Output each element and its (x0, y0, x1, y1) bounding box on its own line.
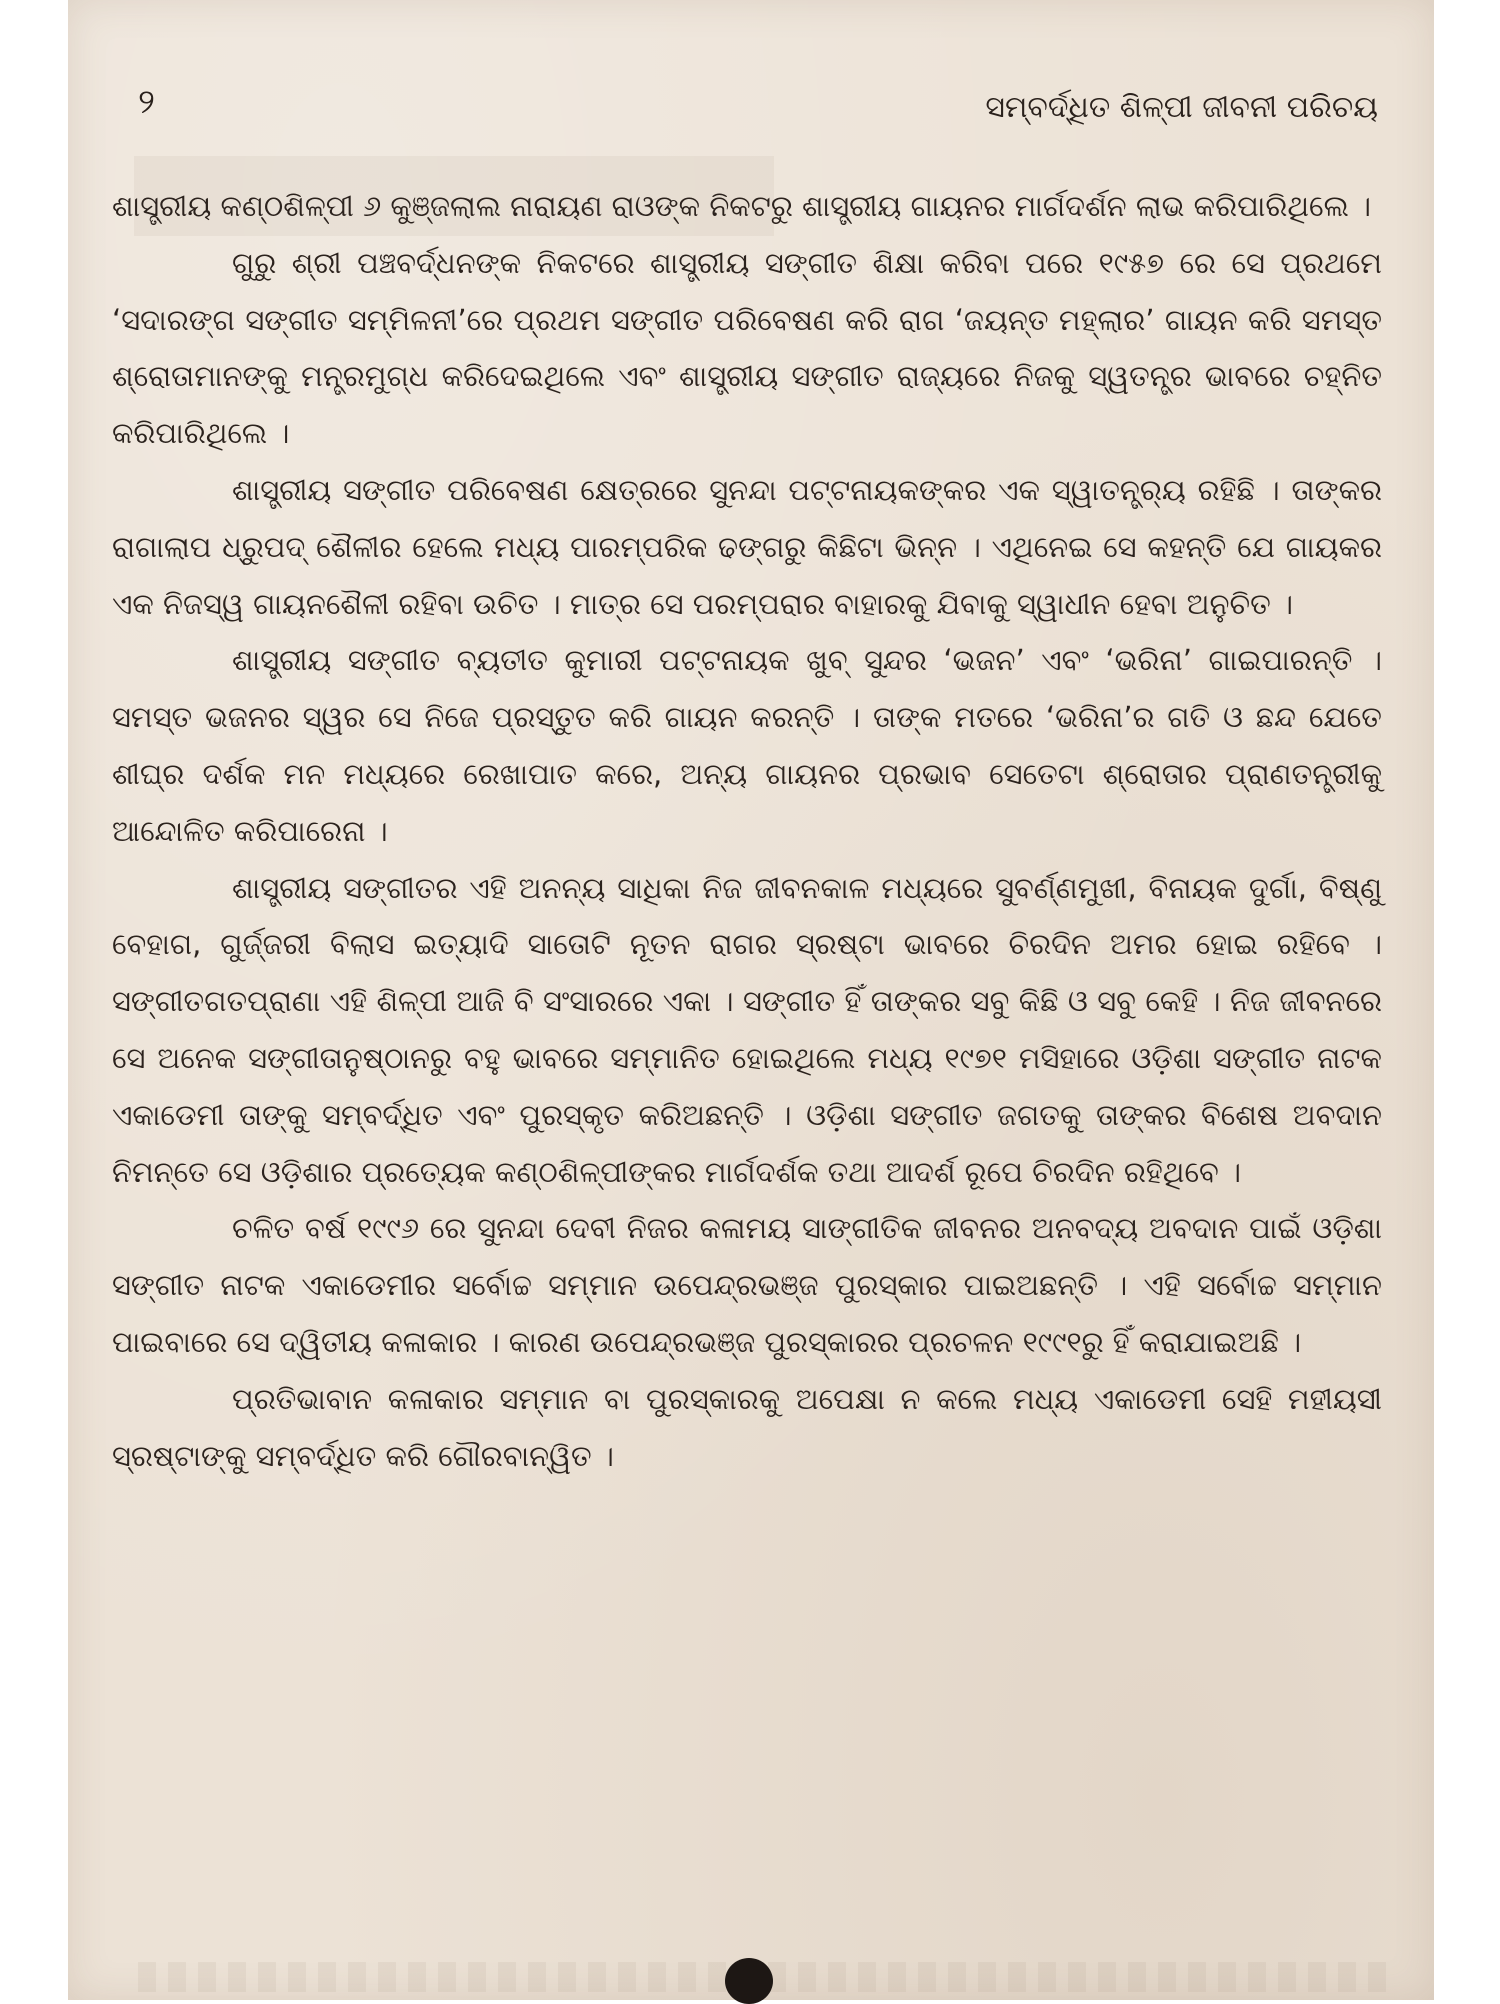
page-number: ୨ (138, 82, 155, 122)
page-sheet (68, 0, 1434, 2000)
paragraph: ଗୁରୁ ଶ୍ରୀ ପଞ୍ଚବର୍ଦ୍ଧନଙ୍କ ନିକଟରେ ଶାସ୍ତ୍ରୀୟ ସଙ୍ଗୀତ ଶିକ୍ଷା କରିବା ପରେ ୧୯୫୭ ରେ ସେ ପ୍ରଥମେ ‘ସଦାରଙ୍ଗ ସଙ୍ଗୀତ ସମ୍ମିଳନୀ’ରେ ପ୍ରଥମ ସଙ୍ଗୀତ ପରିବେଷଣ କରି ରାଗ ‘ଜୟନ୍ତ ମହ୍ଲାର’ ଗାୟନ କରି ସମସ୍ତ ଶ୍ରୋତାମାନଙ୍କୁ ମନ୍ତ୍ରମୁଗ୍ଧ କରିଦେଇଥିଲେ ଏବଂ ଶାସ୍ତ୍ରୀୟ ସଙ୍ଗୀତ ରାଜ୍ୟରେ ନିଜକୁ ସ୍ୱତନ୍ତ୍ର ଭାବରେ ଚହ୍ନିତ କରିପାରିଥିଲେ । (112, 245, 1382, 451)
paragraph: ପ୍ରତିଭାବାନ କଳାକାର ସମ୍ମାନ ବା ପୁରସ୍କାରକୁ ଅପେକ୍ଷା ନ କଲେ ମଧ୍ୟ ଏକାଡେମୀ ସେହି ମହୀୟସୀ ସ୍ରଷ୍ଟାଙ୍କୁ ସମ୍ବର୍ଦ୍ଧିତ କରି ଗୌରବାନ୍ୱିତ । (112, 1381, 1382, 1473)
paragraph: ଶାସ୍ତ୍ରୀୟ ସଙ୍ଗୀତ ପରିବେଷଣ କ୍ଷେତ୍ରରେ ସୁନନ୍ଦା ପଟ୍ଟନାୟକଙ୍କର ଏକ ସ୍ୱାତନ୍ତ୍ର୍ୟ ରହିଛି । ତାଙ୍କର ରାଗାଲାପ ଧ୍ରୁପଦ୍ ଶୈଳୀର ହେଲେ ମଧ୍ୟ ପାରମ୍ପରିକ ଢଙ୍ଗରୁ କିଛିଟା ଭିନ୍ନ । ଏଥିନେଇ ସେ କହନ୍ତି ଯେ ଗାୟକର ଏକ ନିଜସ୍ୱ ଗାୟନଶୈଳୀ ରହିବା ଉଚିତ । ମାତ୍ର ସେ ପରମ୍ପରାର ବାହାରକୁ ଯିବାକୁ ସ୍ୱାଧୀନ ହେବା ଅନୁଚିତ । (112, 472, 1382, 621)
running-head: ସମ୍ବର୍ଦ୍ଧିତ ଶିଳ୍ପୀ ଜୀବନୀ ପରିଚୟ (985, 90, 1378, 125)
paragraph: ଶାସ୍ତ୍ରୀୟ ସଙ୍ଗୀତ ବ୍ୟତୀତ କୁମାରୀ ପଟ୍ଟନାୟକ ଖୁବ୍ ସୁନ୍ଦର ‘ଭଜନ’ ଏବଂ ‘ଭରିନା’ ଗାଇପାରନ୍ତି । ସମସ୍ତ ଭଜନର ସ୍ୱର ସେ ନିଜେ ପ୍ରସ୍ତୁତ କରି ଗାୟନ କରନ୍ତି । ତାଙ୍କ ମତରେ ‘ଭରିନା’ର ଗତି ଓ ଛନ୍ଦ ଯେତେ ଶୀଘ୍ର ଦର୍ଶକ ମନ ମଧ୍ୟରେ ରେଖାପାତ କରେ, ଅନ୍ୟ ଗାୟନର ପ୍ରଭାବ ସେତେଟା ଶ୍ରୋତାର ପ୍ରାଣତନ୍ତ୍ରୀକୁ ଆନ୍ଦୋଳିତ କରିପାରେନା । (112, 643, 1382, 848)
paragraph: ଶାସ୍ତ୍ରୀୟ କଣ୍ଠଶିଳ୍ପୀ ୬ କୁଞ୍ଜଲାଲ ନାରାୟଣ ରାଓଙ୍କ ନିକଟରୁ ଶାସ୍ତ୍ରୀୟ ଗାୟନର ମାର୍ଗଦର୍ଶନ ଲାଭ କରିପାରିଥିଲେ । (112, 189, 1372, 223)
body-text (112, 178, 1382, 1484)
ink-blot (725, 1958, 773, 2004)
paragraph: ଚଳିତ ବର୍ଷ ୧୯୯୬ ରେ ସୁନନ୍ଦା ଦେବୀ ନିଜର କଳାମୟ ସାଙ୍ଗୀତିକ ଜୀବନର ଅନବଦ୍ୟ ଅବଦାନ ପାଇଁ ଓଡ଼ିଶା ସଙ୍ଗୀତ ନାଟକ ଏକାଡେମୀର ସର୍ବୋଚ୍ଚ ସମ୍ମାନ ଉପେନ୍ଦ୍ରଭଞ୍ଜ ପୁରସ୍କାର ପାଇଅଛନ୍ତି । ଏହି ସର୍ବୋଚ୍ଚ ସମ୍ମାନ ପାଇବାରେ ସେ ଦ୍ୱିତୀୟ କଳାକାର । କାରଣ ଉପେନ୍ଦ୍ରଭଞ୍ଜ ପୁରସ୍କାରର ପ୍ରଚଳନ ୧୯୯୧ରୁ ହିଁ କରାଯାଇଅଛି । (112, 1211, 1382, 1359)
paragraph: ଶାସ୍ତ୍ରୀୟ ସଙ୍ଗୀତର ଏହି ଅନନ୍ୟ ସାଧିକା ନିଜ ଜୀବନକାଳ ମଧ୍ୟରେ ସୁବର୍ଣ୍ଣମୁଖୀ, ବିନାୟକ ଦୁର୍ଗା, ବିଷ୍ଣୁ ବେହାଗ, ଗୁର୍ଜ୍ଜରୀ ବିଲାସ ଇତ୍ୟାଦି ସାତୋଟି ନୂତନ ରାଗର ସ୍ରଷ୍ଟା ଭାବରେ ଚିରଦିନ ଅମର ହୋଇ ରହିବେ । ସଙ୍ଗୀତଗତପ୍ରାଣା ଏହି ଶିଳ୍ପୀ ଆଜି ବି ସଂସାରରେ ଏକା । ସଙ୍ଗୀତ ହିଁ ତାଙ୍କର ସବୁ କିଛି ଓ ସବୁ କେହି । ନିଜ ଜୀବନରେ ସେ ଅନେକ ସଙ୍ଗୀତାନୁଷ୍ଠାନରୁ ବହୁ ଭାବରେ ସମ୍ମାନିତ ହୋଇଥିଲେ ମଧ୍ୟ ୧୯୭୧ ମସିହାରେ ଓଡ଼ିଶା ସଙ୍ଗୀତ ନାଟକ ଏକାଡେମୀ ତାଙ୍କୁ ସମ୍ବର୍ଦ୍ଧିତ ଏବଂ ପୁରସ୍କୃତ କରିଅଛନ୍ତି । ଓଡ଼ିଶା ସଙ୍ଗୀତ ଜଗତକୁ ତାଙ୍କର ବିଶେଷ ଅବଦାନ ନିମନ୍ତେ ସେ ଓଡ଼ିଶାର ପ୍ରତ୍ୟେକ କଣ୍ଠଶିଳ୍ପୀଙ୍କର ମାର୍ଗଦର୍ଶକ ତଥା ଆଦର୍ଶ ରୂପେ ଚିରଦିନ ରହିଥିବେ । (112, 870, 1382, 1189)
